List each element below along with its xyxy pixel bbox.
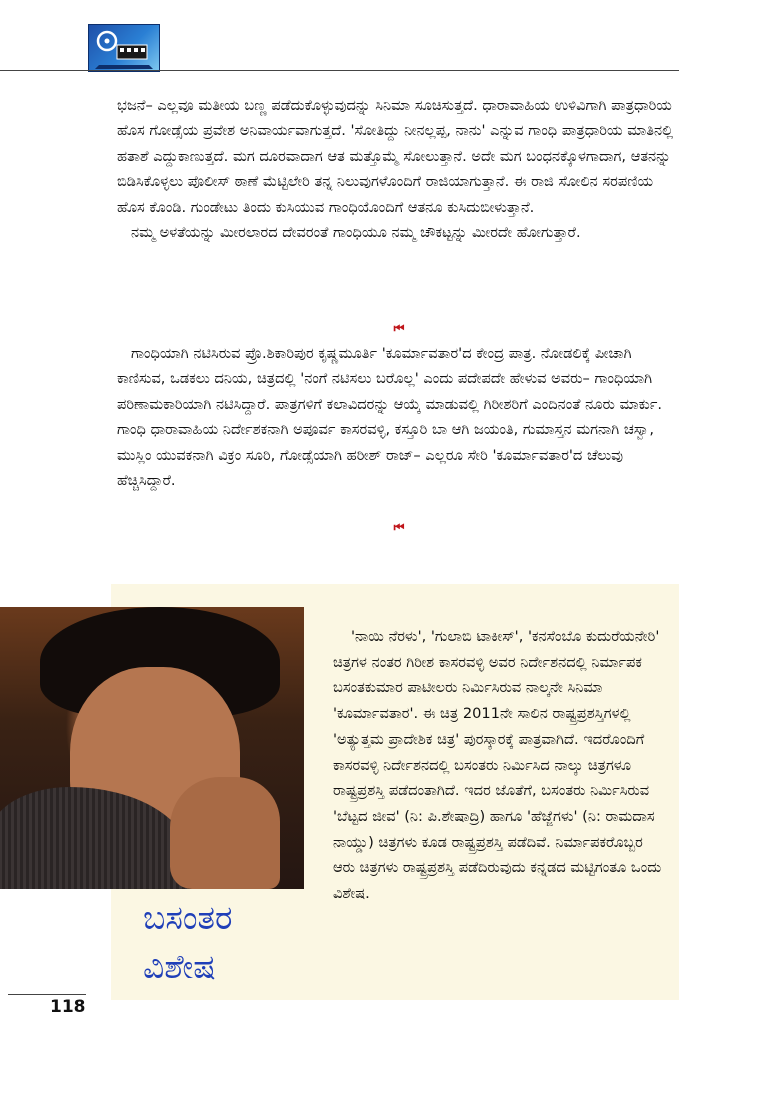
sidebar-paragraph: 'ನಾಯಿ ನೆರಳು', 'ಗುಲಾಬಿ ಟಾಕೀಸ್', 'ಕನಸೆಂಬೊ ಕುದುರೆಯನೇರಿ' ಚಿತ್ರಗಳ ನಂತರ ಗಿರೀಶ ಕಾಸರವಳ್ಳಿ ಅವರ ನಿರ್ದೇಶನದಲ್ಲಿ ನಿರ್ಮಾಪಕ ಬಸಂತಕುಮಾರ ಪಾಟೀಲರು ನಿರ್ಮಿಸಿರುವ ನಾಲ್ಕನೇ ಸಿನಿಮಾ 'ಕೂರ್ಮಾವತಾರ'. ಈ ಚಿತ್ರ 2011ನೇ ಸಾಲಿನ ರಾಷ್ಟ್ರಪ್ರಶಸ್ತಿಗಳಲ್ಲಿ 'ಅತ್ಯುತ್ತಮ ಪ್ರಾದೇಶಿಕ ಚಿತ್ರ' ಪುರಸ್ಕಾರಕ್ಕೆ ಪಾತ್ರವಾಗಿದೆ. ಇದರೊಂದಿಗೆ ಕಾಸರವಳ್ಳಿ ನಿರ್ದೇಶನದಲ್ಲಿ ಬಸಂತರು ನಿರ್ಮಿಸಿದ ನಾಲ್ಕು ಚಿತ್ರಗಳೂ ರಾಷ್ಟ್ರಪ್ರಶಸ್ತಿ ಪಡೆದಂತಾಗಿದೆ. ಇದರ ಜೊತೆಗೆ, ಬಸಂತರು ನಿರ್ಮಿಸಿರುವ 'ಬೆಟ್ಟದ ಜೀವ' (ನಿ: ಪಿ.ಶೇಷಾದ್ರಿ) ಹಾಗೂ 'ಹೆಜ್ಜೆಗಳು' (ನಿ: ರಾಮದಾಸ ನಾಯ್ಡು) ಚಿತ್ರಗಳು ಕೂಡ ರಾಷ್ಟ್ರಪ್ರಶಸ್ತಿ ಪಡೆದಿವೆ. ನಿರ್ಮಾಪಕರೊಬ್ಬರ ಆರು ಚಿತ್ರಗಳು ರಾಷ್ಟ್ರಪ್ರಶಸ್ತಿ ಪಡೆದಿರುವುದು ಕನ್ನಡದ ಮಟ್ಟಿಗಂತೂ ಒಂದು ವಿಶೇಷ.: [333, 628, 662, 903]
article-paragraph: ಗಾಂಧಿಯಾಗಿ ನಟಿಸಿರುವ ಪ್ರೊ.ಶಿಕಾರಿಪುರ ಕೃಷ್ಣಮೂರ್ತಿ 'ಕೂರ್ಮಾವತಾರ'ದ ಕೇಂದ್ರ ಪಾತ್ರ. ನೋಡಲಿಕ್ಕೆ ಪೀಚಾಗಿ ಕಾಣಿಸುವ, ಒಡಕಲು ದನಿಯ, ಚಿತ್ರದಲ್ಲಿ 'ನಂಗೆ ನಟಿಸಲು ಬರೊಲ್ಲ' ಎಂದು ಪದೇಪದೇ ಹೇಳುವ ಅವರು– ಗಾಂಧಿಯಾಗಿ ಪರಿಣಾಮಕಾರಿಯಾಗಿ ನಟಿಸಿದ್ದಾರೆ. ಪಾತ್ರಗಳಿಗೆ ಕಲಾವಿದರನ್ನು ಆಯ್ಕೆ ಮಾಡುವಲ್ಲಿ ಗಿರೀಶರಿಗೆ ಎಂದಿನಂತೆ ನೂರು ಮಾರ್ಕು. ಗಾಂಧಿ ಧಾರಾವಾಹಿಯ ನಿರ್ದೇಶಕನಾಗಿ ಅಪೂರ್ವ ಕಾಸರವಳ್ಳಿ, ಕಸ್ತೂರಿ ಬಾ ಆಗಿ ಜಯಂತಿ, ಗುಮಾಸ್ತನ ಮಗನಾಗಿ ಚಸ್ವಾ, ಮುಸ್ಲಿಂ ಯುವಕನಾಗಿ ವಿಕ್ರಂ ಸೂರಿ, ಗೋಡ್ಸೆಯಾಗಿ ಹರೀಶ್ ರಾಜ್– ಎಲ್ಲರೂ ಸೇರಿ 'ಕೂರ್ಮಾವತಾರ'ದ ಚೆಲುವು ಹೆಚ್ಚಿಸಿದ್ದಾರೆ.: [117, 345, 663, 490]
article-paragraph: ಭಜನೆ– ಎಲ್ಲವೂ ಮತೀಯ ಬಣ್ಣ ಪಡೆದುಕೊಳ್ಳುವುದನ್ನು ಸಿನಿಮಾ ಸೂಚಿಸುತ್ತದೆ. ಧಾರಾವಾಹಿಯ ಉಳಿವಿಗಾಗಿ ಪಾತ್ರಧಾರಿಯ ಹೊಸ ಗೋಡ್ಸೆಯ ಪ್ರವೇಶ ಅನಿವಾರ್ಯವಾಗುತ್ತದೆ. 'ಸೋತಿದ್ದು ನೀನಲ್ಲಪ್ಪ, ನಾನು' ಎನ್ನುವ ಗಾಂಧಿ ಪಾತ್ರಧಾರಿಯ ಮಾತಿನಲ್ಲಿ ಹತಾಶೆ ಎದ್ದುಕಾಣುತ್ತದೆ. ಮಗ ದೂರವಾದಾಗ ಆತ ಮತ್ತೊಮ್ಮೆ ಸೋಲುತ್ತಾನೆ. ಅದೇ ಮಗ ಬಂಧನಕ್ಕೊಳಗಾದಾಗ, ಆತನನ್ನು ಬಿಡಿಸಿಕೊಳ್ಳಲು ಪೊಲೀಸ್ ಠಾಣೆ ಮೆಟ್ಟಿಲೇರಿ ತನ್ನ ನಿಲುವುಗಳೊಂದಿಗೆ ರಾಜಿಯಾಗುತ್ತಾನೆ. ಈ ರಾಜಿ ಸೋಲಿನ ಸರಪಣಿಯ ಹೊಸ ಕೊಂಡಿ. ಗುಂಡೇಟು ತಿಂದು ಕುಸಿಯುವ ಗಾಂಧಿಯೊಂದಿಗೆ ಆತನೂ ಕುಸಿದುಬೀಳುತ್ತಾನೆ.: [117, 97, 674, 216]
skip-back-icon: ⏮: [393, 520, 403, 534]
film-reel-camera-icon: [88, 24, 160, 72]
portrait-photo: [0, 607, 304, 889]
skip-back-icon: ⏮: [393, 321, 403, 335]
article-text-middle: [117, 341, 682, 493]
page-number: 118: [50, 997, 86, 1017]
box-title: ವಿಶೇಷ: [143, 947, 216, 986]
sidebar-text: [333, 624, 669, 907]
footer-rule: [8, 994, 86, 995]
article-paragraph: ನಮ್ಮ ಅಳತೆಯನ್ನು ಮೀರಲಾರದ ದೇವರಂತೆ ಗಾಂಧಿಯೂ ನಮ್ಮ ಚೌಕಟ್ಟನ್ನು ಮೀರದೇ ಹೋಗುತ್ತಾರೆ.: [131, 224, 581, 242]
box-title: ಬಸಂತರ: [143, 898, 233, 937]
article-text-top: [117, 93, 682, 245]
header-rule: [0, 70, 679, 71]
